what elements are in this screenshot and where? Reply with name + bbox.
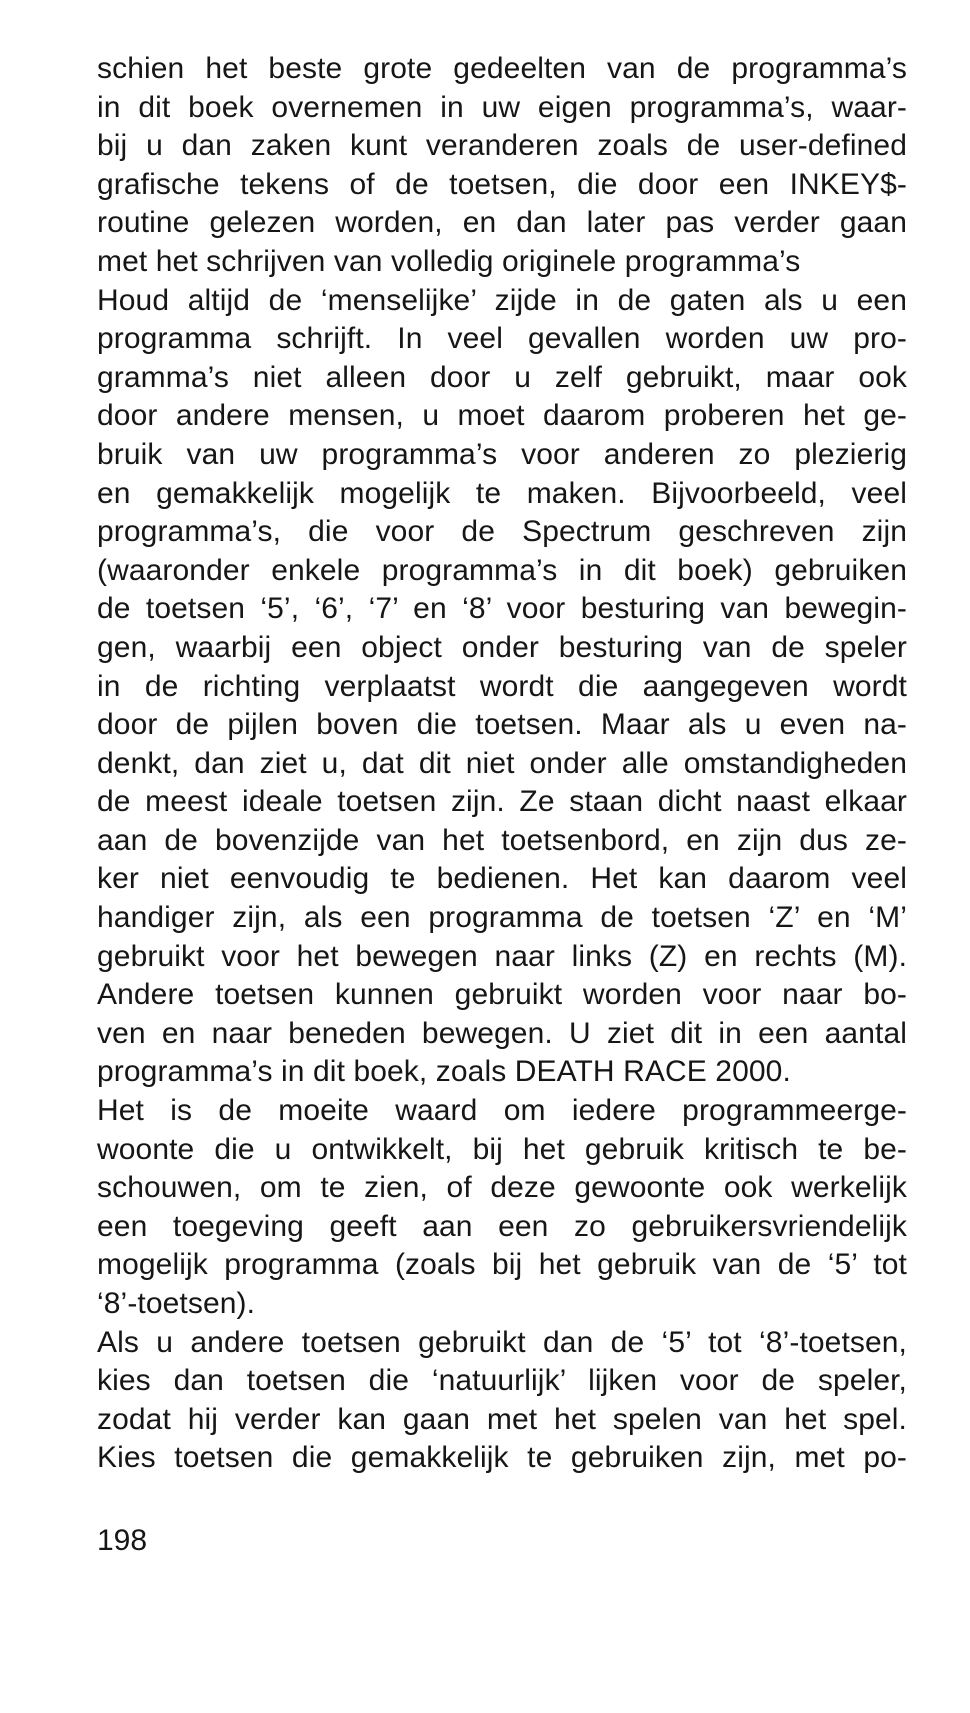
text-line: kies dan toetsen die ‘natuurlijk’ lijken voor de speler, xyxy=(97,1364,907,1398)
text-line: bij u dan zaken kunt veranderen zoals de user-defined xyxy=(97,129,907,163)
text-line: ven en naar beneden bewegen. U ziet dit in een aantal xyxy=(97,1016,907,1050)
text-line: woonte die u ontwikkelt, bij het gebruik kritisch te be- xyxy=(97,1132,907,1166)
text-line: aan de bovenzijde van het toetsenbord, en zijn dus ze- xyxy=(97,823,907,857)
text-line: door de pijlen boven die toetsen. Maar als u even na- xyxy=(97,708,907,742)
text-line: ‘8’-toetsen). xyxy=(97,1287,256,1320)
text-line: ker niet eenvoudig te bedienen. Het kan daarom veel xyxy=(97,862,907,896)
text-line: programma’s in dit boek, zoals DEATH RACE 2000. xyxy=(97,1055,791,1089)
body-text xyxy=(97,50,907,1478)
text-line: in de richting verplaatst wordt die aangegeven wordt xyxy=(97,669,907,703)
text-line: denkt, dan ziet u, dat dit niet onder alle omstandigheden xyxy=(97,746,907,780)
text-line: grafische tekens of de toetsen, die door een INKEY$- xyxy=(97,167,907,201)
text-line: mogelijk programma (zoals bij het gebruik van de ‘5’ tot xyxy=(97,1248,907,1282)
text-line: Het is de moeite waard om iedere programmeerge- xyxy=(97,1094,907,1128)
text-line: en gemakkelijk mogelijk te maken. Bijvoorbeeld, veel xyxy=(97,476,907,510)
text-line: schien het beste grote gedeelten van de programma’s xyxy=(97,52,907,85)
text-line: gebruikt voor het bewegen naar links (Z) en rechts (M). xyxy=(97,939,907,973)
text-line: een toegeving geeft aan een zo gebruikersvriendelijk xyxy=(97,1209,907,1243)
text-line: door andere mensen, u moet daarom proberen het ge- xyxy=(97,399,907,433)
text-line: programma’s, die voor de Spectrum geschreven zijn xyxy=(97,515,907,549)
text-line: in dit boek overnemen in uw eigen programma’s, waar- xyxy=(97,90,907,124)
text-line: Kies toetsen die gemakkelijk te gebruiken zijn, met po- xyxy=(97,1441,907,1475)
text-line: bruik van uw programma’s voor anderen zo plezierig xyxy=(97,437,907,471)
text-line: Houd altijd de ‘menselijke’ zijde in de gaten als u een xyxy=(97,283,907,317)
text-line: (waaronder enkele programma’s in dit boek) gebruiken xyxy=(97,553,907,587)
text-line: schouwen, om te zien, of deze gewoonte ook werkelijk xyxy=(97,1171,907,1205)
text-line: Als u andere toetsen gebruikt dan de ‘5’ tot ‘8’-toetsen, xyxy=(97,1325,907,1359)
text-line: de toetsen ‘5’, ‘6’, ‘7’ en ‘8’ voor besturing van bewegin- xyxy=(97,592,907,626)
text-line: routine gelezen worden, en dan later pas verder gaan xyxy=(97,206,907,240)
text-line: programma schrijft. In veel gevallen worden uw pro- xyxy=(97,322,907,356)
text-line: met het schrijven van volledig originele programma’s xyxy=(97,244,801,278)
text-line: gramma’s niet alleen door u zelf gebruikt, maar ook xyxy=(97,360,907,394)
page-number: 198 xyxy=(97,1524,148,1557)
text-line: de meest ideale toetsen zijn. Ze staan dicht naast elkaar xyxy=(97,785,907,819)
text-line: Andere toetsen kunnen gebruikt worden voor naar bo- xyxy=(97,978,907,1012)
text-line: gen, waarbij een object onder besturing van de speler xyxy=(97,630,907,664)
text-line: handiger zijn, als een programma de toetsen ‘Z’ en ‘M’ xyxy=(97,901,907,935)
text-line: zodat hij verder kan gaan met het spelen van het spel. xyxy=(97,1402,907,1436)
